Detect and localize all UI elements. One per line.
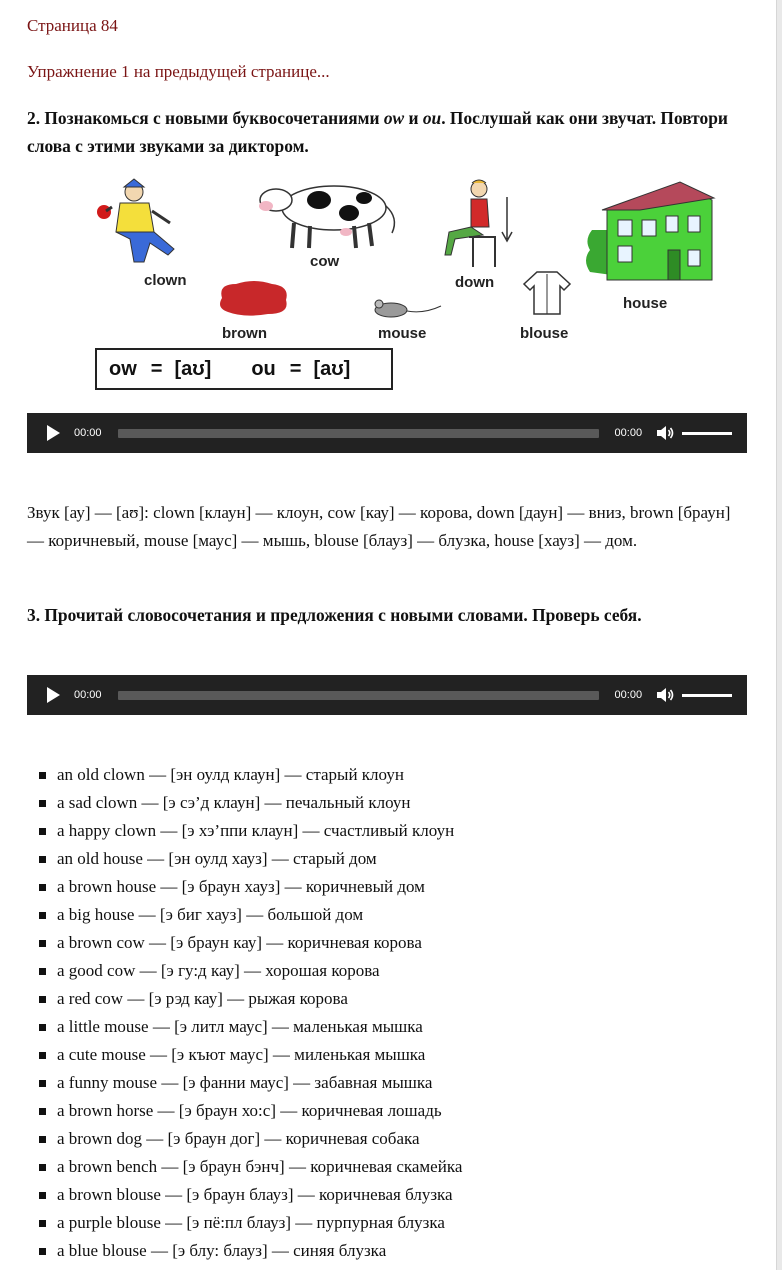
label-mouse: mouse [378, 325, 427, 342]
boy-sitting-down-illustration [439, 177, 519, 272]
task-2-ou: ou [422, 108, 442, 128]
cow-illustration [254, 178, 404, 253]
progress-rail[interactable] [118, 429, 599, 438]
sound-explanation: Звук [ау] — [aʊ]: clown [клаун] — клоун, cow [кау] — корова, down [даун] — вниз, brown [браун] — коричневый, mouse [маус] — мышь, blouse [блауз] — блузка, house [хауз] — дом. [27, 503, 731, 550]
list-item: a purple blouse — [э пё:пл блауз] — пурпурная блузка [27, 1209, 462, 1237]
list-item: a brown blouse — [э браун блауз] — коричневая блузка [27, 1181, 462, 1209]
label-clown: clown [144, 272, 187, 289]
duration: 00:00 [614, 689, 643, 701]
volume-icon[interactable] [655, 686, 675, 704]
formula-eq2: = [289, 357, 302, 380]
mouse-illustration [369, 296, 444, 321]
play-icon[interactable] [47, 687, 60, 703]
formula-sound1: [aʊ] [174, 357, 212, 380]
label-down: down [455, 274, 495, 291]
list-item: a funny mouse — [э фанни маус] — забавная мышка [27, 1069, 462, 1097]
phrase-list [27, 761, 462, 1265]
formula-sound2: [aʊ] [313, 357, 351, 380]
task-2-text-end: . Послушай как они звучат. Повтори слова с этими звуками за диктором. [27, 108, 728, 156]
task-2-heading [27, 104, 747, 160]
task-2-and: и [404, 108, 423, 128]
list-item: a happy clown — [э хэ’ппи клаун] — счастливый клоун [27, 817, 462, 845]
list-item: a brown cow — [э браун кау] — коричневая корова [27, 929, 462, 957]
list-item: a brown bench — [э браун бэнч] — коричневая скамейка [27, 1153, 462, 1181]
audio-player-2 [27, 675, 747, 715]
task-2-text: 2. Познакомься с новыми буквосочетаниями [27, 108, 384, 128]
blouse-illustration [522, 268, 572, 318]
volume-slider[interactable] [682, 686, 732, 704]
formula-ou: ou [251, 357, 276, 380]
clown-illustration [94, 177, 194, 272]
play-icon[interactable] [47, 425, 60, 441]
formula-eq1: = [150, 357, 163, 380]
current-time: 00:00 [74, 427, 102, 439]
audio-player-1 [27, 413, 747, 453]
list-item: a brown dog — [э браун дог] — коричневая собака [27, 1125, 462, 1153]
brown-paint-illustration [214, 278, 294, 318]
task-2-ow: ow [383, 108, 405, 128]
vocabulary-illustration [94, 172, 714, 392]
volume-slider[interactable] [682, 424, 732, 442]
duration: 00:00 [614, 427, 643, 439]
list-item: an old house — [эн оулд хауз] — старый дом [27, 845, 462, 873]
list-item: an old clown — [эн оулд клаун] — старый клоун [27, 761, 462, 789]
list-item: a red cow — [э рэд кау] — рыжая корова [27, 985, 462, 1013]
sound-formula-box [95, 348, 393, 390]
page-scrollbar[interactable] [776, 0, 782, 1270]
label-blouse: blouse [520, 325, 569, 342]
list-item: a blue blouse — [э блу: блауз] — синяя блузка [27, 1237, 462, 1265]
list-item: a sad clown — [э сэ’д клаун] — печальный клоун [27, 789, 462, 817]
label-brown: brown [222, 325, 267, 342]
prev-exercise-link[interactable]: Упражнение 1 на предыдущей странице... [27, 62, 330, 81]
list-item: a cute mouse — [э къют маус] — миленькая мышка [27, 1041, 462, 1069]
page-link[interactable]: Страница 84 [27, 16, 118, 35]
formula-ow: ow [109, 357, 137, 380]
list-item: a brown horse — [э браун хо:с] — коричневая лошадь [27, 1097, 462, 1125]
list-item: a brown house — [э браун хауз] — коричневый дом [27, 873, 462, 901]
task-3-heading: 3. Прочитай словосочетания и предложения с новыми словами. Проверь себя. [27, 605, 642, 625]
list-item: a big house — [э биг хауз] — большой дом [27, 901, 462, 929]
progress-rail[interactable] [118, 691, 599, 700]
current-time: 00:00 [74, 689, 102, 701]
label-house: house [623, 295, 668, 312]
volume-icon[interactable] [655, 424, 675, 442]
list-item: a good cow — [э гу:д кау] — хорошая корова [27, 957, 462, 985]
label-cow: cow [310, 253, 340, 270]
list-item: a little mouse — [э литл маус] — маленькая мышка [27, 1013, 462, 1041]
house-illustration [582, 180, 717, 290]
